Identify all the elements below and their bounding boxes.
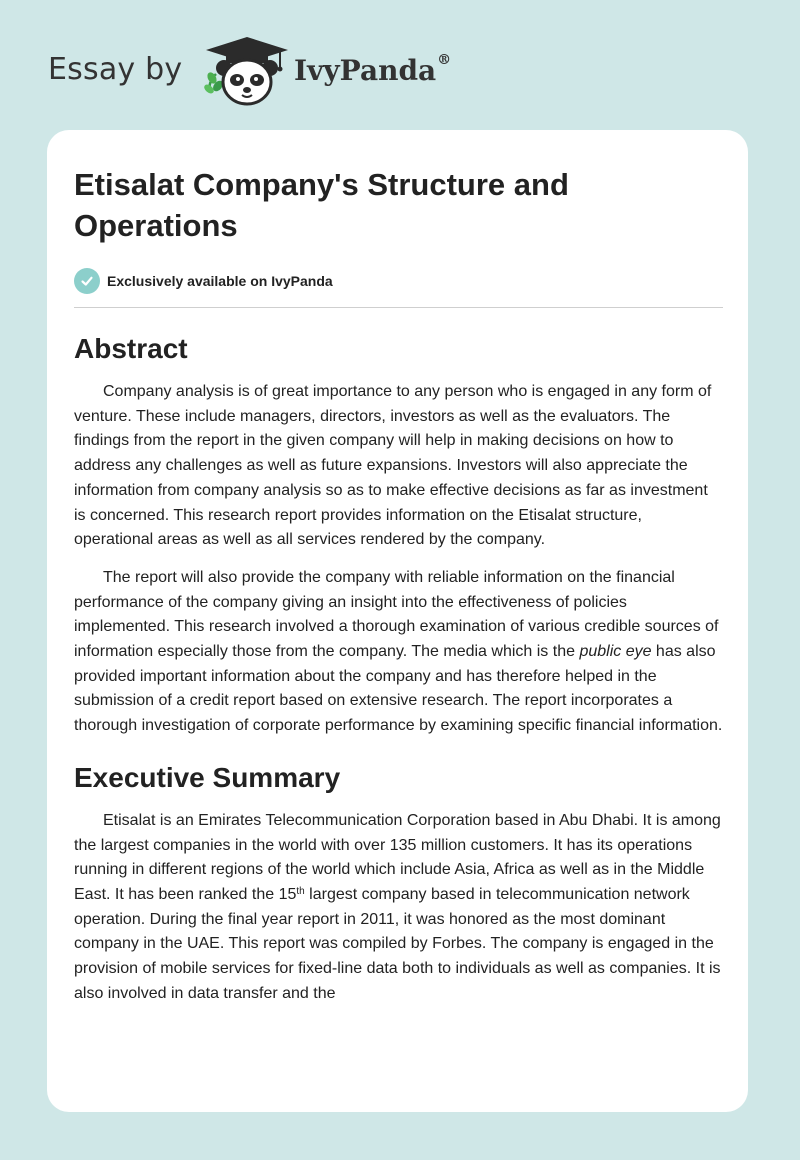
title-line-1: Etisalat Company's Structure and (74, 167, 569, 202)
abstract-paragraph-2-end: has also provided important information about the company and has therefore helped in the submission of a credit report based on extensive research. The report incorporates a thorough investigation of corporate performance by examining specific financial information. (74, 643, 723, 735)
exclusive-badge (74, 267, 723, 295)
site-header (48, 30, 648, 110)
summary-paragraph-1-start: Etisalat is an Emirates Telecommunication Corporation based in Abu Dhabi. It is among the largest companies in the world with over 135 million customers. It has its operations running in different regions of the world which include Asia, Africa as well as in the Middle East. It has been ranked the 15 (74, 811, 721, 903)
registered-mark: ® (437, 52, 452, 68)
abstract-paragraph-1: Company analysis is of great importance to any person who is engaged in any form of venture. These include managers, directors, investors as well as the evaluators. The findings from the report in the given company will help in making decisions on how to address any challenges as well as future expansions. Investors will also appreciate the information from company analysis so as to make effective decisions as far as investment is concerned. This research report provides information on the Etisalat structure, operational areas as well as all services rendered by the company. (74, 383, 712, 549)
section-heading-executive-summary: Executive Summary (74, 761, 341, 793)
section-heading-abstract: Abstract (74, 333, 188, 364)
summary-paragraph-1 (74, 809, 723, 1007)
emphasis-public-eye: public eye (579, 643, 652, 661)
essay-by-label: Essay by (48, 52, 183, 87)
summary-paragraph-1-end: largest company based in telecommunication network operation. During the final year report in 2011, it was honored as the most dominant company in the UAE. This report was compiled by Forbes. The company is engaged in the provision of mobile services for fixed-line data both to individuals as well as companies. It is also involved in data transfer and the (74, 885, 721, 1002)
essay-card (47, 130, 748, 1112)
abstract-paragraph-2-start: The report will also provide the company with reliable information on the financial performance of the company giving an insight into the effectiveness of policies implemented. This research involved a thorough examination of various credible sources of information especially those from the company. The media which is the (74, 568, 719, 661)
check-circle-icon (74, 268, 100, 294)
page-title (74, 164, 723, 246)
ivypanda-logo[interactable] (202, 34, 292, 108)
brand-name[interactable] (294, 54, 451, 87)
ordinal-suffix: th (296, 885, 305, 897)
title-line-2: Operations (74, 208, 238, 243)
essay-content (74, 164, 723, 1019)
divider (74, 307, 723, 308)
badge-text: Exclusively available on IvyPanda (107, 273, 333, 289)
brand-text: IvyPanda (294, 54, 437, 87)
panda-graduate-icon (202, 34, 292, 108)
abstract-paragraph-2 (74, 566, 723, 739)
